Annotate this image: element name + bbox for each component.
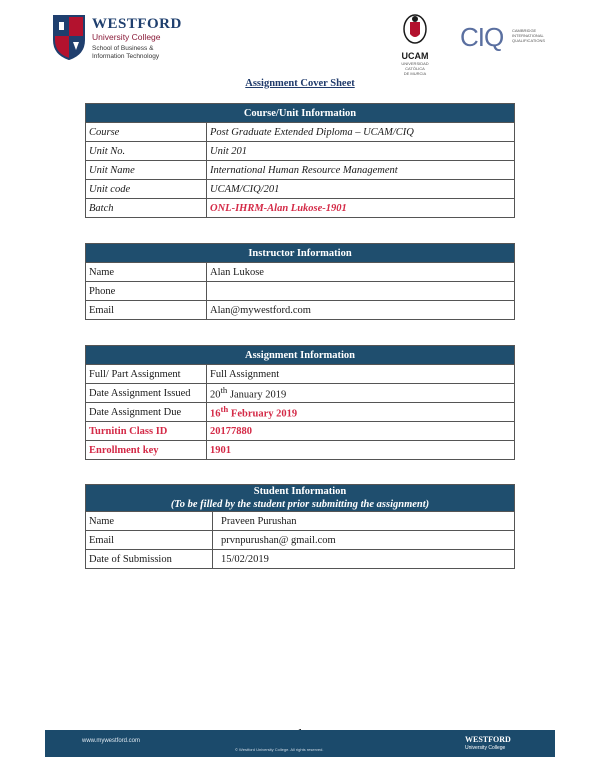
row-value: International Human Resource Management [207, 161, 515, 180]
westford-school [92, 45, 159, 61]
row-label: Turnitin Class ID [86, 422, 207, 441]
table-row [86, 123, 515, 142]
table-header: Instructor Information [86, 244, 515, 263]
row-value [207, 403, 515, 422]
table-row [86, 282, 515, 301]
table-row [86, 142, 515, 161]
table-row [86, 161, 515, 180]
row-label: Phone [86, 282, 207, 301]
table-row [86, 365, 515, 384]
table-row [86, 403, 515, 422]
date-suffix: th [220, 385, 228, 396]
row-label: Unit Name [86, 161, 207, 180]
row-label: Name [86, 263, 207, 282]
row-label: Batch [86, 199, 207, 218]
date-rest: January 2019 [227, 389, 287, 401]
table-row [86, 531, 515, 550]
date-day: 20 [210, 389, 221, 401]
ciq-name: CIQ [460, 22, 504, 52]
row-value: Praveen Purushan [213, 512, 515, 531]
westford-school-line: Information Technology [92, 53, 160, 60]
row-value: 15/02/2019 [213, 550, 515, 569]
footer-brand-subtitle: University College [465, 745, 506, 751]
westford-name: WESTFORD [92, 16, 182, 32]
page-footer [45, 730, 555, 757]
row-label: Email [86, 531, 213, 550]
row-value [207, 384, 515, 403]
instructor-info-table [85, 243, 515, 320]
westford-shield-icon [52, 14, 86, 60]
row-value: UCAM/CIQ/201 [207, 180, 515, 199]
row-label: Date Assignment Issued [86, 384, 207, 403]
ciq-subtitle-line: INTERNATIONAL [512, 33, 544, 38]
row-label: Unit No. [86, 142, 207, 161]
footer-website: www.mywestford.com [82, 738, 141, 744]
ucam-subtitle-line: UNIVERSIDAD CATÓLICA [401, 61, 429, 71]
row-value: Alan@mywestford.com [207, 301, 515, 320]
date-rest: February 2019 [228, 408, 298, 420]
row-value [207, 282, 515, 301]
ucam-logo [392, 14, 438, 76]
ciq-subtitle-line: CAMBRIDGE [512, 28, 537, 33]
row-value: prvnpurushan@ gmail.com [213, 531, 515, 550]
course-info-table [85, 103, 515, 218]
row-label: Unit code [86, 180, 207, 199]
footer-brand: WESTFORD [465, 735, 511, 744]
ucam-subtitle [392, 61, 438, 76]
table-header: Assignment Information [86, 346, 515, 365]
row-value: 1901 [207, 441, 515, 460]
ucam-crest-icon [402, 14, 428, 44]
date-day: 16 [210, 408, 221, 420]
table-row [86, 550, 515, 569]
row-label: Date of Submission [86, 550, 213, 569]
row-label: Full/ Part Assignment [86, 365, 207, 384]
assignment-info-table [85, 345, 515, 460]
row-label: Course [86, 123, 207, 142]
table-row [86, 301, 515, 320]
table-row [86, 180, 515, 199]
table-row [86, 199, 515, 218]
ciq-subtitle-line: QUALIFICATIONS [512, 38, 546, 43]
row-value: Alan Lukose [207, 263, 515, 282]
row-label: Enrollment key [86, 441, 207, 460]
batch-value: ONL-IHRM-Alan Lukose-1901 [207, 199, 515, 218]
footer-copyright: © Westford University College. All rights reserved. [235, 747, 324, 752]
row-label: Date Assignment Due [86, 403, 207, 422]
row-value: Unit 201 [207, 142, 515, 161]
student-info-table [85, 484, 515, 569]
table-row [86, 384, 515, 403]
ucam-subtitle-line: DE MURCIA [403, 71, 427, 76]
table-row [86, 512, 515, 531]
student-header-note: (To be filled by the student prior submitting the assignment) [170, 499, 430, 510]
student-header-title: Student Information [253, 486, 347, 497]
westford-logo [52, 14, 202, 64]
ucam-name: UCAM [401, 51, 429, 61]
row-label: Name [86, 512, 213, 531]
page-header [0, 0, 600, 80]
ciq-logo [460, 22, 560, 56]
row-value: 20177880 [207, 422, 515, 441]
table-row [86, 441, 515, 460]
westford-school-line: School of Business & [92, 45, 154, 52]
row-value: Post Graduate Extended Diploma – UCAM/CIQ [207, 123, 515, 142]
row-value: Full Assignment [207, 365, 515, 384]
ciq-subtitle [512, 28, 545, 43]
table-row [86, 422, 515, 441]
date-suffix: th [220, 404, 229, 415]
row-label: Email [86, 301, 207, 320]
table-header [86, 485, 515, 512]
page-title: Assignment Cover Sheet [245, 78, 355, 89]
table-header: Course/Unit Information [86, 104, 515, 123]
westford-subtitle: University College [92, 32, 161, 42]
table-row [86, 263, 515, 282]
